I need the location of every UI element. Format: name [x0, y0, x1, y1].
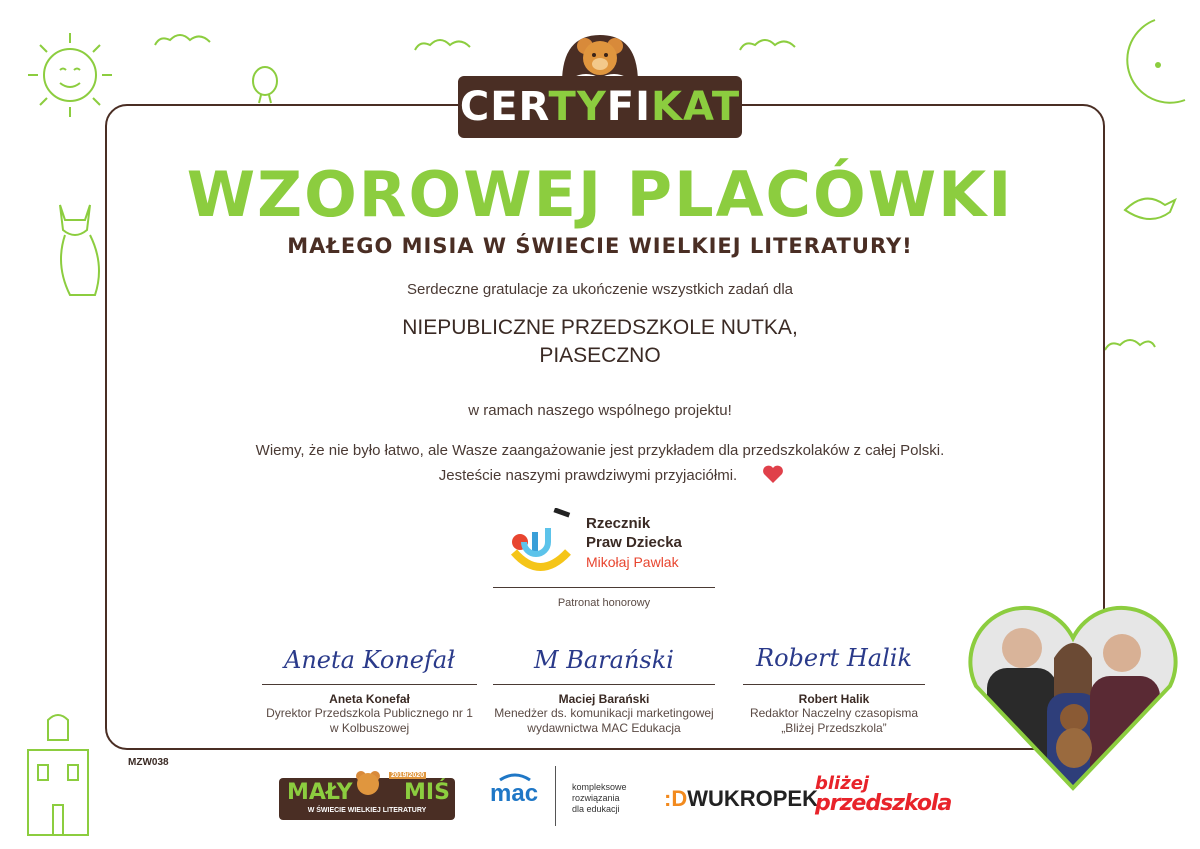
signer-role-3b: „Bliżej Przedszkola”	[781, 721, 887, 735]
signature-line-2	[493, 684, 715, 685]
badge-part: TY	[548, 84, 607, 130]
heart-photo-frame	[962, 598, 1184, 798]
rpd-logo-icon	[508, 508, 580, 572]
blizej-line-1: bliżej	[815, 773, 870, 794]
institution-name: NIEPUBLICZNE PRZEDSZKOLE NUTKA,	[402, 316, 798, 339]
bear-reading-icon	[560, 28, 640, 83]
signature-1: Aneta Konefał	[284, 646, 455, 674]
badge-part: FI	[606, 84, 651, 130]
dwukropek-word: WUKROPEK	[687, 786, 818, 811]
mac-desc-1: kompleksowe	[572, 782, 627, 792]
heart-icon	[762, 464, 784, 484]
mac-logo-text: mac	[490, 780, 539, 807]
cloud-doodle-3	[735, 35, 805, 55]
signer-role-3a: Redaktor Naczelny czasopisma	[749, 706, 919, 720]
signer-role-2a: Menedżer ds. komunikacji marketingowej	[494, 706, 714, 720]
house-doodle	[18, 710, 98, 840]
maly-mis-logo	[279, 772, 455, 820]
bird-doodle	[245, 55, 285, 105]
mac-desc-3: dla edukacji	[572, 804, 620, 814]
blizej-przedszkola-logo	[815, 774, 951, 814]
cloud-doodle-2	[410, 35, 480, 55]
rpd-person: Mikołaj Pawlak	[586, 554, 679, 570]
signer-name-3: Robert Halik	[798, 692, 870, 706]
blizej-line-2: przedszkola	[815, 791, 952, 816]
signature-2: M Barański	[534, 646, 674, 674]
mac-description	[572, 782, 627, 815]
rpd-name-line-1: Rzecznik	[586, 515, 651, 532]
maly-mis-bear-icon	[353, 768, 383, 798]
signer-name-1: Aneta Konefał	[329, 692, 410, 706]
message-line-2: Jesteście naszymi prawdziwymi przyjaciółmi.	[438, 467, 738, 484]
dwukropek-logo	[664, 786, 818, 812]
maly-mis-left: MAŁY	[287, 780, 353, 805]
certificate-title: WZOROWEJ PLACÓWKI	[186, 158, 1014, 231]
badge-part: KAT	[651, 84, 741, 130]
patron-divider	[493, 587, 715, 588]
project-text: w ramach naszego wspólnego projektu!	[468, 402, 732, 419]
patron-caption: Patronat honorowy	[557, 597, 651, 609]
certificate-badge	[458, 76, 742, 138]
mac-logo	[490, 772, 540, 812]
moon-doodle	[1110, 15, 1190, 110]
dwukropek-colon: :D	[664, 786, 688, 811]
signature-3: Robert Halik	[756, 644, 912, 672]
certificate-code: MZW038	[128, 757, 169, 768]
institution-city: PIASECZNO	[539, 344, 661, 367]
signer-role-2b: wydawnictwa MAC Edukacja	[527, 721, 681, 735]
signer-role-1a: Dyrektor Przedszkola Publicznego nr 1	[266, 706, 473, 720]
signature-line-1	[262, 684, 477, 685]
maly-mis-year: 2019/2020	[391, 772, 425, 779]
mac-desc-2: rozwiązania	[572, 793, 620, 803]
congrats-text: Serdeczne gratulacje za ukończenie wszystkich zadań dla	[406, 281, 794, 298]
maly-mis-tagline: W ŚWIECIE WIELKIEJ LITERATURY	[307, 807, 427, 814]
badge-part: CER	[459, 84, 549, 130]
mac-divider	[555, 766, 556, 826]
cloud-doodle-1	[150, 30, 220, 50]
rpd-name-line-2: Praw Dziecka	[586, 534, 682, 551]
message-line-1: Wiemy, że nie było łatwo, ale Wasze zaangażowanie jest przykładem dla przedszkolaków z całej Polski.	[255, 442, 945, 459]
signer-role-1b: w Kolbuszowej	[329, 721, 410, 735]
signer-name-2: Maciej Barański	[558, 692, 650, 706]
signature-line-3	[743, 684, 925, 685]
sun-doodle	[20, 25, 120, 125]
certificate-subtitle: MAŁEGO MISIA W ŚWIECIE WIELKIEJ LITERATURY!	[287, 234, 913, 258]
maly-mis-right: MIŚ	[404, 780, 450, 805]
